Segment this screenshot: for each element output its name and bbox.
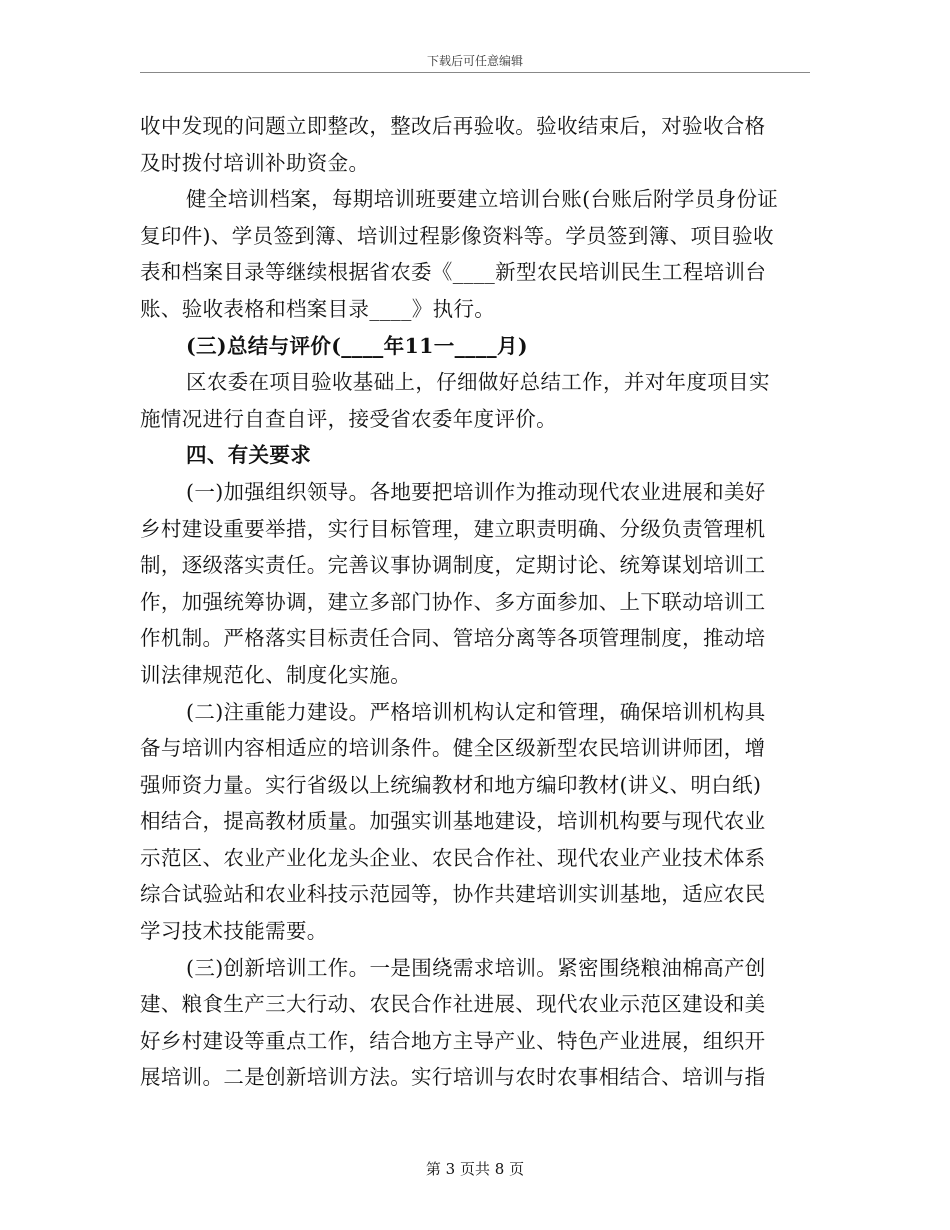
paragraph-line: 建、粮食生产三大行动、农民合作社进展、现代农业示范区建设和美: [140, 992, 766, 1017]
paragraph-line: (三)创新培训工作。一是围绕需求培训。紧密围绕粮油棉高产创: [186, 955, 766, 980]
header-divider: [140, 72, 810, 73]
paragraph-line: 账、验收表格和档案目录____》执行。: [140, 296, 496, 321]
paragraph-line: 健全培训档案，每期培训班要建立培训台账(台账后附学员身份证: [186, 187, 779, 212]
paragraph-line: 表和档案目录等继续根据省农委《____新型农民培训民生工程培训台: [140, 260, 767, 285]
paragraph-line: (一)加强组织领导。各地要把培训作为推动现代农业进展和美好: [186, 479, 766, 504]
section-heading: 四、有关要求: [186, 443, 312, 468]
paragraph-line: 施情况进行自查自评，接受省农委年度评价。: [140, 406, 557, 431]
page-footer: 第 3 页共 8 页: [425, 1160, 525, 1178]
page-header: 下载后可任意编辑: [426, 54, 523, 68]
paragraph-line: (二)注重能力建设。严格培训机构认定和管理，确保培训机构具: [186, 699, 766, 724]
paragraph-line: 学习技术技能需要。: [140, 919, 328, 944]
paragraph-line: 作机制。严格落实目标责任合同、管培分离等各项管理制度，推动培: [140, 626, 766, 651]
paragraph-line: 乡村建设重要举措，实行目标管理，建立职责明确、分级负责管理机: [140, 516, 766, 541]
document-body: [140, 108, 812, 1096]
section-heading: (三)总结与评价(____年11一____月): [186, 333, 528, 358]
paragraph-line: 好乡村建设等重点工作，结合地方主导产业、特色产业进展，组织开: [140, 1028, 766, 1053]
paragraph-line: 训法律规范化、制度化实施。: [140, 662, 412, 687]
paragraph-line: 作，加强统筹协调，建立多部门协作、多方面参加、上下联动培训工: [140, 589, 766, 614]
paragraph-line: 强师资力量。实行省级以上统编教材和地方编印教材(讲义、明白纸): [140, 772, 762, 797]
paragraph-line: 相结合，提高教材质量。加强实训基地建设，培训机构要与现代农业: [140, 809, 766, 834]
paragraph-line: 收中发现的问题立即整改，整改后再验收。验收结束后，对验收合格: [140, 114, 766, 138]
paragraph-line: 制，逐级落实责任。完善议事协调制度，定期讨论、统筹谋划培训工: [140, 553, 766, 578]
paragraph-line: 复印件)、学员签到簿、培训过程影像资料等。学员签到簿、项目验收: [140, 223, 774, 248]
paragraph-line: 综合试验站和农业科技示范园等，协作共建培训实训基地，适应农民: [140, 882, 766, 907]
paragraph-line: 及时拨付培训补助资金。: [140, 150, 370, 175]
paragraph-line: 区农委在项目验收基础上，仔细做好总结工作，并对年度项目实: [186, 370, 770, 395]
paragraph-line: 示范区、农业产业化龙头企业、农民合作社、现代农业产业技术体系: [140, 845, 766, 870]
paragraph-line: 展培训。二是创新培训方法。实行培训与农时农事相结合、培训与指: [140, 1065, 766, 1090]
paragraph-line: 备与培训内容相适应的培训条件。健全区级新型农民培训讲师团，增: [140, 736, 766, 761]
